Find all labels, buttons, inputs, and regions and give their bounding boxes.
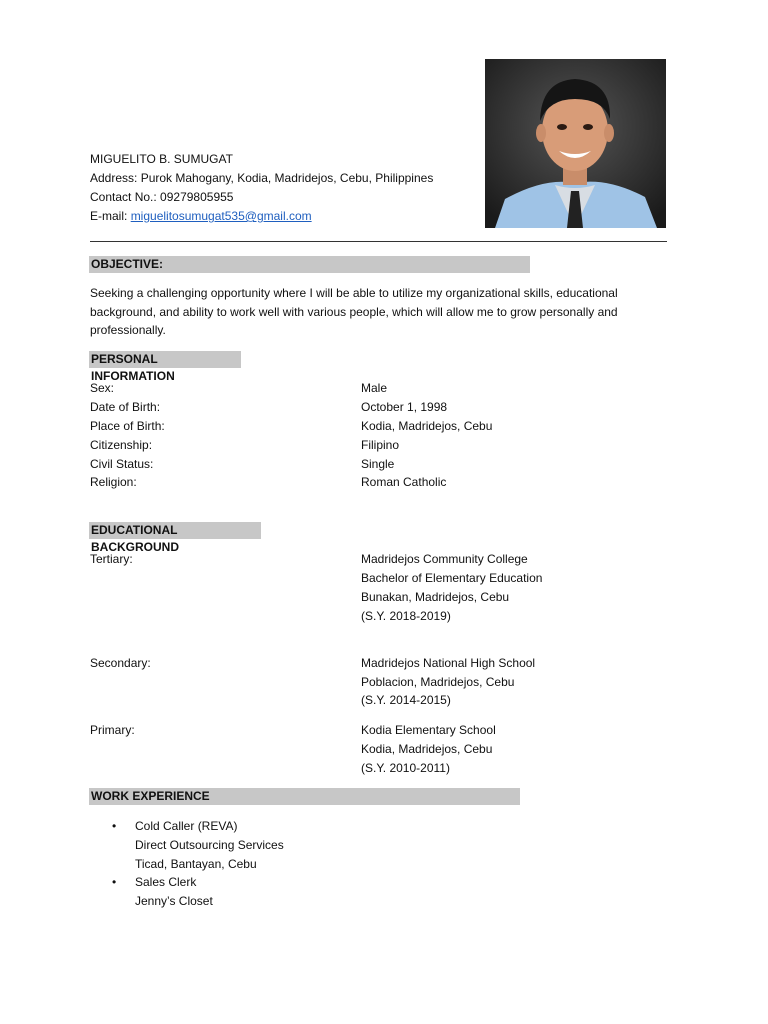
dob-value: October 1, 1998	[361, 400, 448, 414]
header-divider	[90, 241, 667, 242]
civil-status-label: Civil Status:	[90, 457, 154, 471]
secondary-school: Madridejos National High School	[361, 656, 536, 670]
primary-label: Primary:	[90, 723, 135, 737]
address-label: Address:	[90, 171, 138, 185]
contact-line	[90, 188, 233, 207]
civil-status-value: Single	[361, 457, 395, 471]
sex-value: Male	[361, 381, 388, 395]
primary-location: Kodia, Madridejos, Cebu	[361, 742, 493, 756]
objective-line-3: professionally.	[90, 323, 166, 337]
work-bullet-2: •	[112, 875, 117, 889]
dob-label: Date of Birth:	[90, 400, 161, 414]
work-1-company: Direct Outsourcing Services	[135, 838, 284, 852]
objective-heading: OBJECTIVE:	[89, 256, 530, 273]
work-heading: WORK EXPERIENCE	[89, 788, 520, 805]
personal-info-heading: PERSONAL INFORMATION	[89, 351, 241, 368]
pob-label: Place of Birth:	[90, 419, 165, 433]
work-bullet-1: •	[112, 819, 117, 833]
primary-school: Kodia Elementary School	[361, 723, 496, 737]
tertiary-location: Bunakan, Madridejos, Cebu	[361, 590, 510, 604]
email-label: E-mail:	[90, 209, 128, 223]
citizenship-label: Citizenship:	[90, 438, 153, 452]
contact-value: 09279805955	[160, 190, 234, 204]
applicant-name: MIGUELITO B. SUMUGAT	[90, 152, 233, 166]
email-link[interactable]: miguelitosumugat535@gmail.com	[130, 209, 312, 223]
sex-label: Sex:	[90, 381, 115, 395]
tertiary-course: Bachelor of Elementary Education	[361, 571, 543, 585]
portrait-graphic	[485, 59, 666, 228]
secondary-label: Secondary:	[90, 656, 151, 670]
email-line	[90, 207, 312, 226]
work-1-location: Ticad, Bantayan, Cebu	[135, 857, 257, 871]
tertiary-school: Madridejos Community College	[361, 552, 528, 566]
address-line	[90, 169, 433, 188]
objective-line-1: Seeking a challenging opportunity where I will be able to utilize my organizational skills, educational	[90, 286, 618, 300]
religion-value: Roman Catholic	[361, 475, 447, 489]
work-2-title: Sales Clerk	[135, 875, 197, 889]
address-value: Purok Mahogany, Kodia, Madridejos, Cebu, Philippines	[140, 171, 434, 185]
pob-value: Kodia, Madridejos, Cebu	[361, 419, 493, 433]
contact-label: Contact No.:	[90, 190, 157, 204]
objective-line-2: background, and ability to work well with various people, which will allow me to grow personally and	[90, 305, 618, 319]
religion-label: Religion:	[90, 475, 137, 489]
tertiary-label: Tertiary:	[90, 552, 133, 566]
primary-year: (S.Y. 2010-2011)	[361, 761, 450, 775]
secondary-location: Poblacion, Madridejos, Cebu	[361, 675, 515, 689]
education-heading: EDUCATIONAL BACKGROUND	[89, 522, 261, 539]
profile-photo	[485, 59, 666, 228]
work-1-title: Cold Caller (REVA)	[135, 819, 238, 833]
secondary-year: (S.Y. 2014-2015)	[361, 693, 451, 707]
work-2-company: Jenny’s Closet	[135, 894, 213, 908]
tertiary-year: (S.Y. 2018-2019)	[361, 609, 451, 623]
citizenship-value: Filipino	[361, 438, 400, 452]
